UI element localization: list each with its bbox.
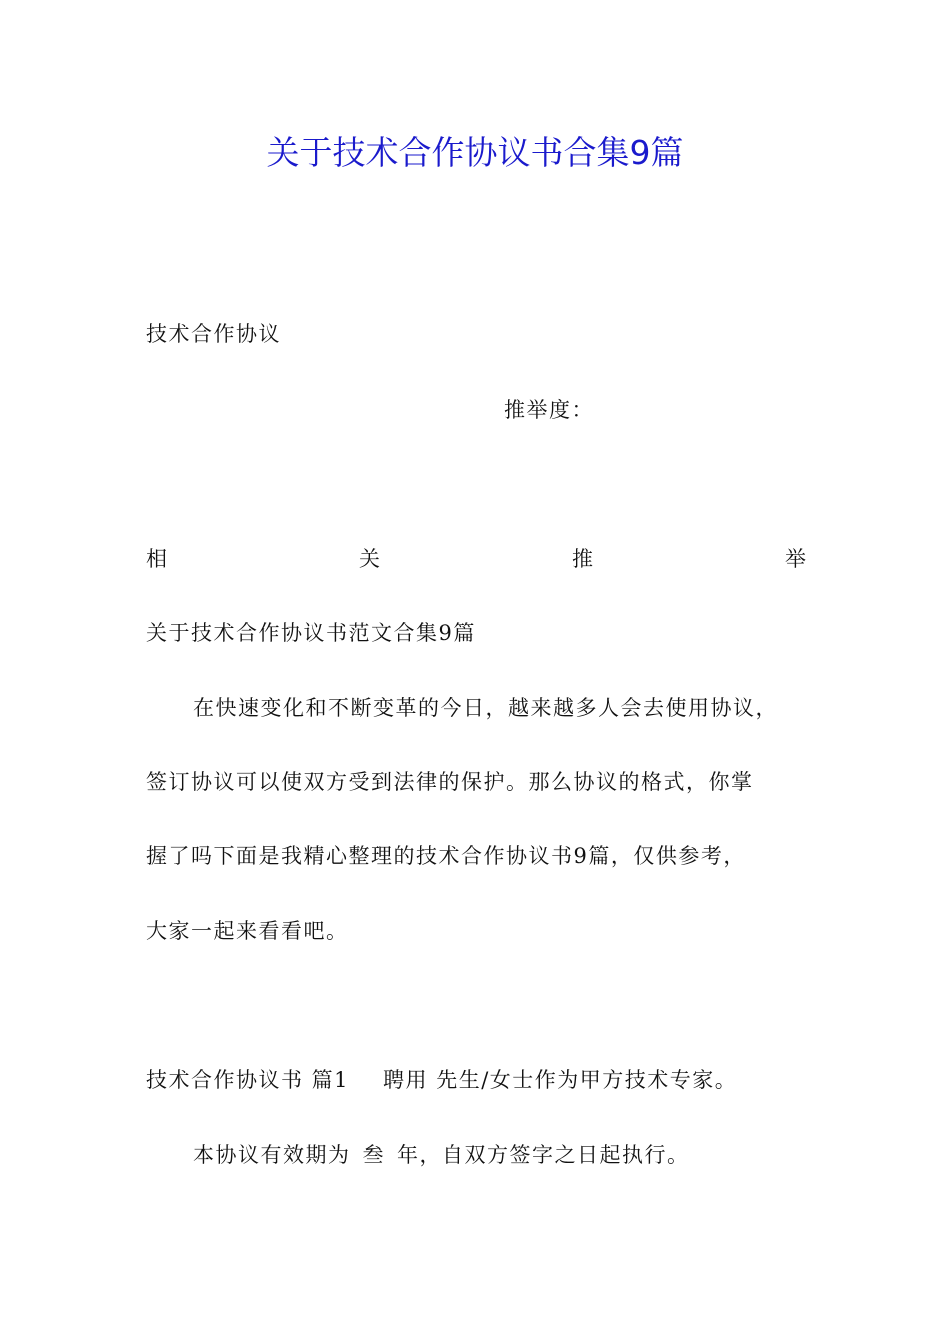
intro-paragraph-line: 握了吗下面是我精心整理的技术合作协议书9篇，仅供参考， [146,844,746,868]
article-heading: 技术合作协议书 篇1 [146,1068,350,1092]
intro-paragraph-line: 大家一起来看看吧。 [146,919,349,943]
article-first-line: 聘用 先生/女士作为甲方技术专家。 [383,1068,738,1092]
related-char: 推 [572,547,593,571]
term-value: 叁 [362,1143,385,1167]
article-term-line [193,1140,690,1170]
article-heading-line [146,1065,737,1095]
related-char: 相 [146,547,167,571]
intro-paragraph-line: 签订协议可以使双方受到法律的保护。那么协议的格式，你掌 [146,770,754,794]
related-article-title: 关于技术合作协议书范文合集9篇 [146,621,476,645]
term-suffix: 年，自双方签字之日起执行。 [397,1143,690,1167]
document-title: 关于技术合作协议书合集9篇 [266,133,684,172]
recommend-label: 推举度： [504,398,594,422]
related-char: 关 [359,547,380,571]
related-char: 举 [785,547,806,571]
related-recommend-row [146,544,806,574]
term-prefix: 本协议有效期为 [193,1143,351,1167]
section-heading: 技术合作协议 [146,322,281,346]
intro-paragraph-line: 在快速变化和不断变革的今日，越来越多人会去使用协议， [193,696,778,720]
